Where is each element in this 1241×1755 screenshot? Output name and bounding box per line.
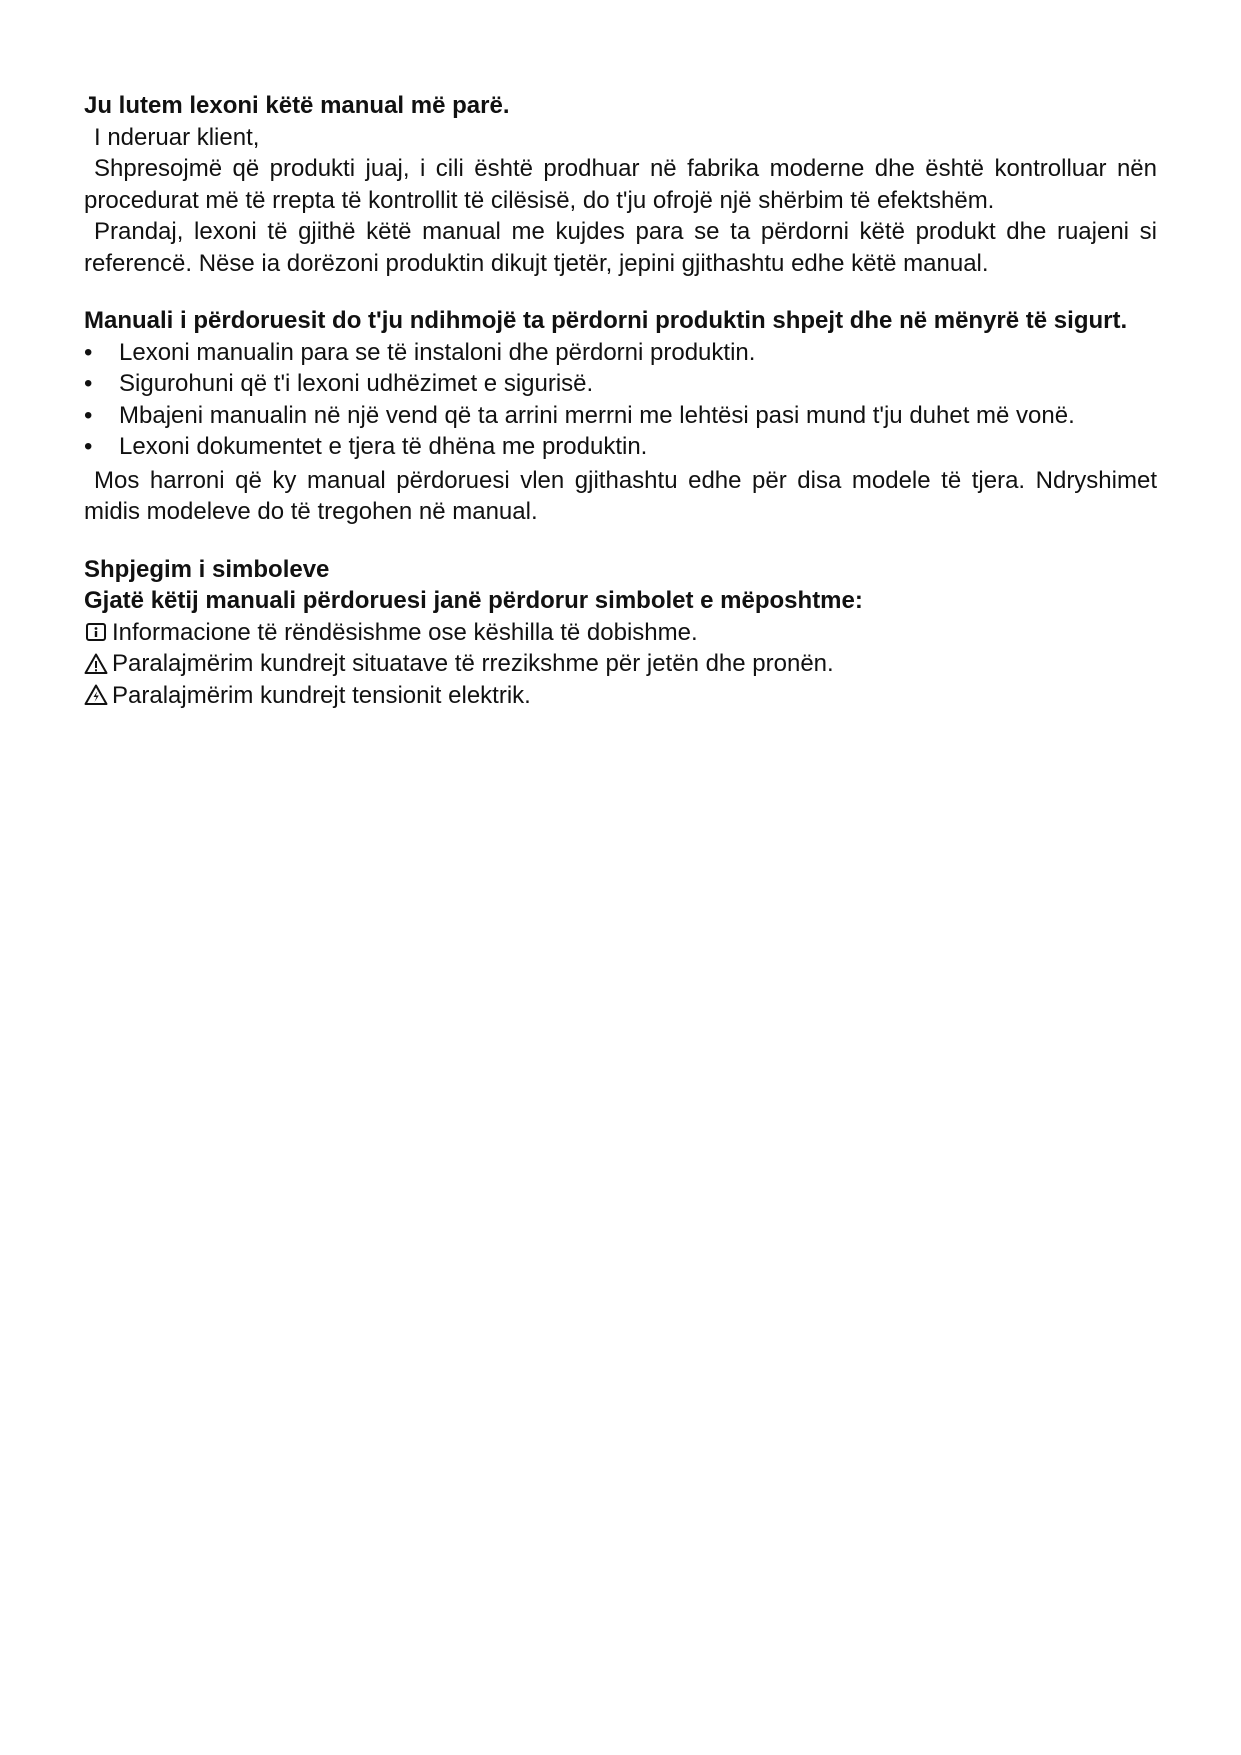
bullet-text: Mbajeni manualin në një vend që ta arrini merrni me lehtësi pasi mund t'ju duhet më vonë.: [119, 401, 1075, 429]
list-item: [84, 337, 1157, 369]
intro-paragraph-1: Shpresojmë që produkti juaj, i cili është prodhuar në fabrika moderne dhe është kontrolluar nën procedurat më të rrepta të kontrollit të cilësisë, do t'ju ofrojë një shërbim të efektshëm.: [84, 155, 1157, 214]
bullet-text: Lexoni manualin para se të instaloni dhe përdorni produktin.: [119, 338, 756, 366]
section-gap: [84, 279, 1157, 305]
electric-warning-icon: [84, 683, 108, 707]
bullet-marker: •: [84, 401, 93, 429]
symbols-subheading: Gjatë këtij manuali përdoruesi janë përdorur simbolet e mëposhtme:: [84, 587, 863, 614]
list-item: [84, 368, 1157, 400]
bullet-text: Sigurohuni që t'i lexoni udhëzimet e sigurisë.: [119, 370, 594, 397]
bullet-text: Lexoni dokumentet e tjera të dhëna me produktin.: [119, 433, 648, 460]
warning-triangle-icon: [84, 652, 108, 676]
guide-note: Mos harroni që ky manual përdoruesi vlen gjithashtu edhe për disa modele të tjera. Ndryshimet midis modeleve do të tregohen në manual.: [84, 466, 1157, 525]
symbol-text: Informacione të rëndësishme ose këshilla të dobishme.: [112, 618, 698, 646]
info-icon: [84, 620, 108, 644]
document-page: [84, 90, 1157, 711]
symbol-text: Paralajmërim kundrejt situatave të rrezikshme për jetën dhe pronën.: [112, 650, 834, 677]
guide-heading: Manuali i përdoruesit do t'ju ndihmojë ta përdorni produktin shpejt dhe në mënyrë të sigurt.: [84, 307, 1128, 334]
section-gap: [84, 528, 1157, 554]
symbol-item-info: [84, 617, 1157, 649]
bullet-marker: •: [84, 338, 93, 366]
intro-heading: Ju lutem lexoni këtë manual më parë.: [84, 92, 510, 119]
symbols-heading: Shpjegim i simboleve: [84, 555, 330, 583]
symbol-item-electric: [84, 680, 1157, 712]
symbol-item-warning: [84, 648, 1157, 680]
bullet-marker: •: [84, 433, 93, 460]
intro-paragraph-2: Prandaj, lexoni të gjithë këtë manual me kujdes para se ta përdorni këtë produkt dhe ruajeni si referencë. Nëse ia dorëzoni produktin dikujt tjetër, jepini gjithashtu edhe këtë manual.: [84, 218, 1157, 277]
symbol-text: Paralajmërim kundrejt tensionit elektrik.: [112, 681, 531, 709]
bullet-marker: •: [84, 370, 93, 397]
greeting: I nderuar klient,: [94, 123, 260, 151]
guide-bullet-list: [84, 337, 1157, 463]
list-item: [84, 431, 1157, 463]
list-item: [84, 400, 1157, 432]
